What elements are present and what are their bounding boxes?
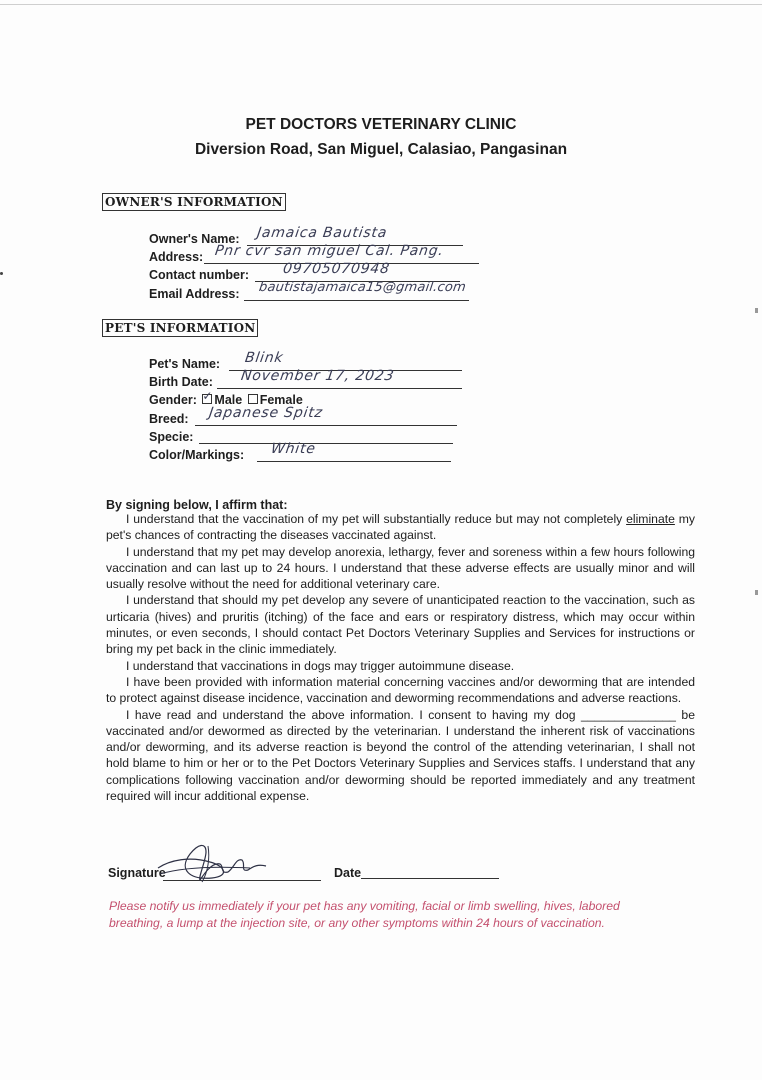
gender-male-label: Male <box>214 393 243 407</box>
scan-mark <box>755 308 758 313</box>
affirmation-paragraph: I have been provided with information material concerning vaccines and/or deworming that are intended to protect against disease incidence, vaccination and deworming recommendations and adverse reactions. <box>106 674 695 706</box>
date-label: Date <box>334 866 362 880</box>
clinic-title: PET DOCTORS VETERINARY CLINIC <box>245 116 517 133</box>
gender-female-checkbox[interactable] <box>248 394 258 404</box>
pet-color-line <box>257 461 451 462</box>
dog-name-blank[interactable]: ______________ <box>581 707 676 722</box>
signature-label: Signature <box>108 866 166 880</box>
affirmation-paragraph: I understand that vaccinations in dogs may trigger autoimmune disease. <box>126 658 515 673</box>
pet-section-title: PET'S INFORMATION <box>102 319 258 337</box>
affirmation-paragraph: I understand that my pet may develop anorexia, lethargy, fever and soreness within a few hours following vaccination and can last up to 24 hours. I understand that these adverse effects are usually minor and will usually resolve without the need for additional veterinary care. <box>106 544 695 592</box>
scan-edge <box>0 4 762 5</box>
owner-address-value[interactable]: Pnr cvr san miguel Cal. Pang. <box>213 243 445 259</box>
pet-birth-label: Birth Date: <box>149 375 213 389</box>
owner-email-line <box>244 300 469 301</box>
gender-female-label: Female <box>259 393 303 407</box>
affirmation-paragraph <box>106 707 695 805</box>
owner-contact-value[interactable]: 09705070948 <box>281 261 391 277</box>
scan-mark <box>0 272 3 275</box>
date-line <box>361 878 499 879</box>
pet-color-value[interactable]: White <box>269 441 317 457</box>
paragraph-text: my pet's chances of contracting the diseases vaccinated against. <box>106 512 695 543</box>
pet-breed-row <box>149 405 469 430</box>
gender-male-checkbox[interactable] <box>202 389 213 404</box>
pet-birth-value[interactable]: November 17, 2023 <box>239 368 396 384</box>
handwritten-signature[interactable] <box>150 838 280 888</box>
paragraph-text: I have read and understand the above information. I consent to having my dog <box>126 707 582 722</box>
pet-name-label: Pet's Name: <box>149 357 221 371</box>
owner-name-value[interactable]: Jamaica Bautista <box>255 225 389 241</box>
owner-section-title: OWNER'S INFORMATION <box>102 193 286 211</box>
pet-color-row <box>149 441 469 466</box>
pet-specie-line <box>199 443 453 444</box>
scan-mark <box>755 590 758 595</box>
pet-gender-label: Gender: <box>149 393 197 407</box>
pet-name-value[interactable]: Blink <box>243 350 285 366</box>
pet-breed-line <box>195 425 457 426</box>
notice-text: Please notify us immediately if your pet has any vomiting, facial or limb swelling, hives, labored breathing, a lump at the injection site, or any other symptoms within 24 hours of vaccination. <box>109 899 620 930</box>
pet-color-label: Color/Markings: <box>149 448 245 462</box>
owner-email-label: Email Address: <box>149 287 240 301</box>
affirmation-paragraph: I understand that should my pet develop any severe of unanticipated reaction to the vaccination, such as urticaria (hives) and pruritis (itching) of the face and ears or respiratory distress, which may occur within minutes, or even seconds, I should contact Pet Doctors Veterinary Supplies and Services for instructions or bring my pet back in the clinic immediately. <box>106 593 695 657</box>
affirmation-body <box>106 511 695 804</box>
owner-address-label: Address: <box>149 250 204 264</box>
paragraph-underlined-text: eliminate <box>626 512 675 526</box>
clinic-address: Diversion Road, San Miguel, Calasiao, Pangasinan <box>194 141 568 158</box>
pet-breed-label: Breed: <box>149 412 189 426</box>
check-icon: ✓ <box>202 389 213 403</box>
paragraph-text: I understand that the vaccination of my pet will substantially reduce but may not completely <box>126 512 627 526</box>
owner-name-label: Owner's Name: <box>149 232 240 246</box>
pet-breed-value[interactable]: Japanese Spitz <box>207 405 324 421</box>
affirmation-heading: By signing below, I affirm that: <box>106 498 288 512</box>
pet-birth-row <box>149 368 469 393</box>
pet-specie-label: Specie: <box>149 430 194 444</box>
owner-email-row <box>149 280 509 305</box>
paragraph-text: be vaccinated and/or dewormed as directed by the veterinarian. I understand the inherent risk of vaccinations and/or deworming, and its adverse reaction is beyond the control of the attending veterinarian, I shall not hold blame to him or her or to the Pet Doctors Veterinary Supplies and Services staffs. I understand that any complications following vaccination and/or deworming should be reported immediately and any treatment required will incur additional expense. <box>106 707 695 804</box>
affirmation-paragraph <box>106 511 695 544</box>
owner-email-value[interactable]: bautistajamaica15@gmail.com <box>257 280 467 295</box>
owner-contact-label: Contact number: <box>149 268 249 282</box>
pet-birth-line <box>217 388 462 389</box>
